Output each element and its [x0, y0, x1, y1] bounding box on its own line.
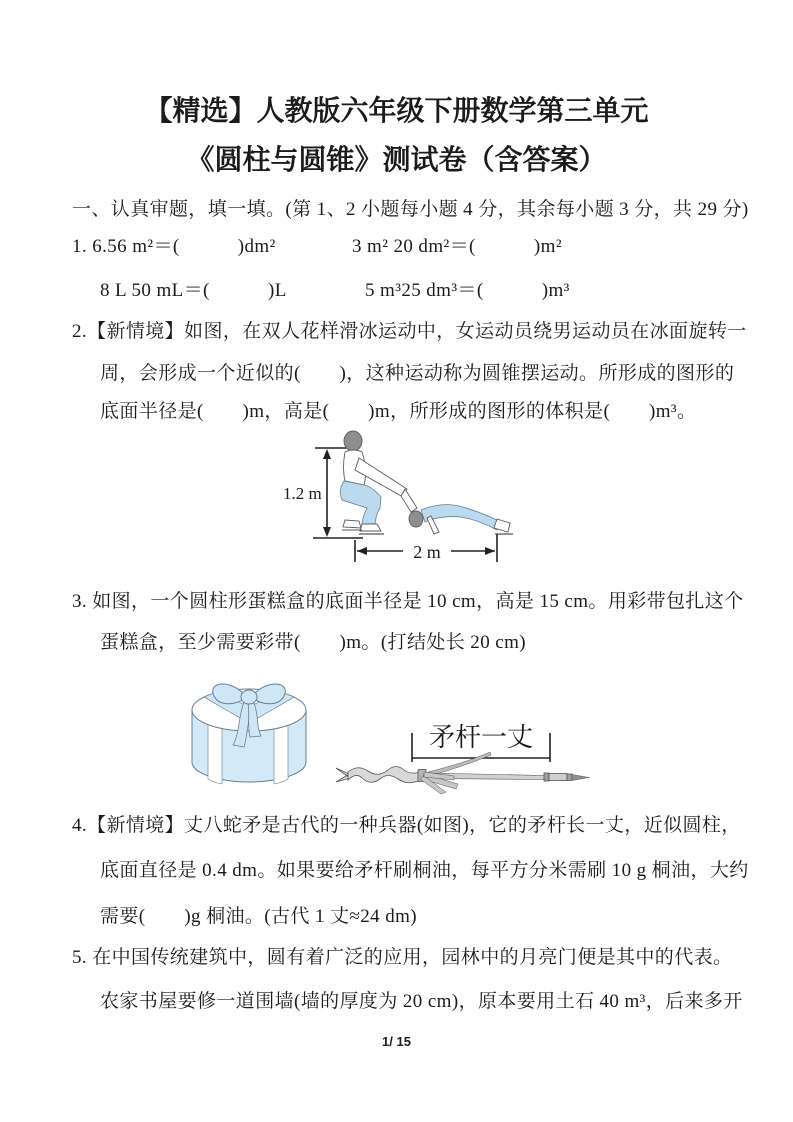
q4-line2: 底面直径是 0.4 dm。如果要给矛杆刷桐油，每平方分米需刷 10 g 桐油，大约 [100, 860, 749, 881]
skating-figure [283, 428, 523, 575]
q1-row2-left: 8 L 50 mL＝( )L [100, 280, 287, 301]
width-dimension [355, 534, 497, 562]
q1-row1-right: 3 m² 20 dm²＝( )m² [352, 236, 562, 257]
q2-line3: 底面半径是( )m，高是( )m，所形成的图形的体积是( )m³。 [100, 401, 697, 422]
q3-line1: 3. 如图，一个圆柱形蛋糕盒的底面半径是 10 cm，高是 15 cm。用彩带包扎这个 [72, 591, 744, 612]
q4-line3: 需要( )g 桐油。(古代 1 丈≈24 dm) [100, 906, 418, 927]
spear-figure [332, 700, 607, 805]
male-skater [340, 431, 407, 534]
q2-line2: 周，会形成一个近似的( )，这种运动称为圆锥摆运动。所形成的图形的 [100, 363, 735, 384]
section1-heading: 一、认真审题，填一填。(第 1、2 小题每小题 4 分，其余每小题 3 分，共 29 分) [72, 199, 749, 220]
q2-line1: 2.【新情境】如图，在双人花样滑冰运动中，女运动员绕男运动员在冰面旋转一 [72, 321, 747, 342]
q4-line1: 4.【新情境】丈八蛇矛是古代的一种兵器(如图)，它的矛杆长一丈，近似圆柱， [72, 815, 741, 836]
gift-box-figure [186, 666, 312, 803]
spear-dimension-label: 矛杆一丈 [428, 723, 534, 752]
page-title-line1: 【精选】人教版六年级下册数学第三单元 [144, 95, 649, 126]
page-number: 1/ 15 [382, 1034, 411, 1049]
q1-row2-right: 5 m³25 dm³＝( )m³ [365, 280, 570, 301]
q5-line1: 5. 在中国传统建筑中，圆有着广泛的应用，园林中的月亮门便是其中的代表。 [72, 947, 733, 968]
height-dimension-label: 1.2 m [283, 484, 322, 503]
page-title-line2: 《圆柱与圆锥》测试卷（含答案） [186, 144, 607, 175]
width-dimension-label: 2 m [413, 542, 441, 562]
q3-line2: 蛋糕盒，至少需要彩带( )m。(打结处长 20 cm) [100, 632, 527, 653]
q5-line2: 农家书屋要修一道围墙(墙的厚度为 20 cm)，原本要用土石 40 m³，后来多开 [100, 991, 743, 1012]
q1-row1-left: 1. 6.56 m²＝( )dm² [72, 236, 276, 257]
female-skater [401, 489, 513, 534]
